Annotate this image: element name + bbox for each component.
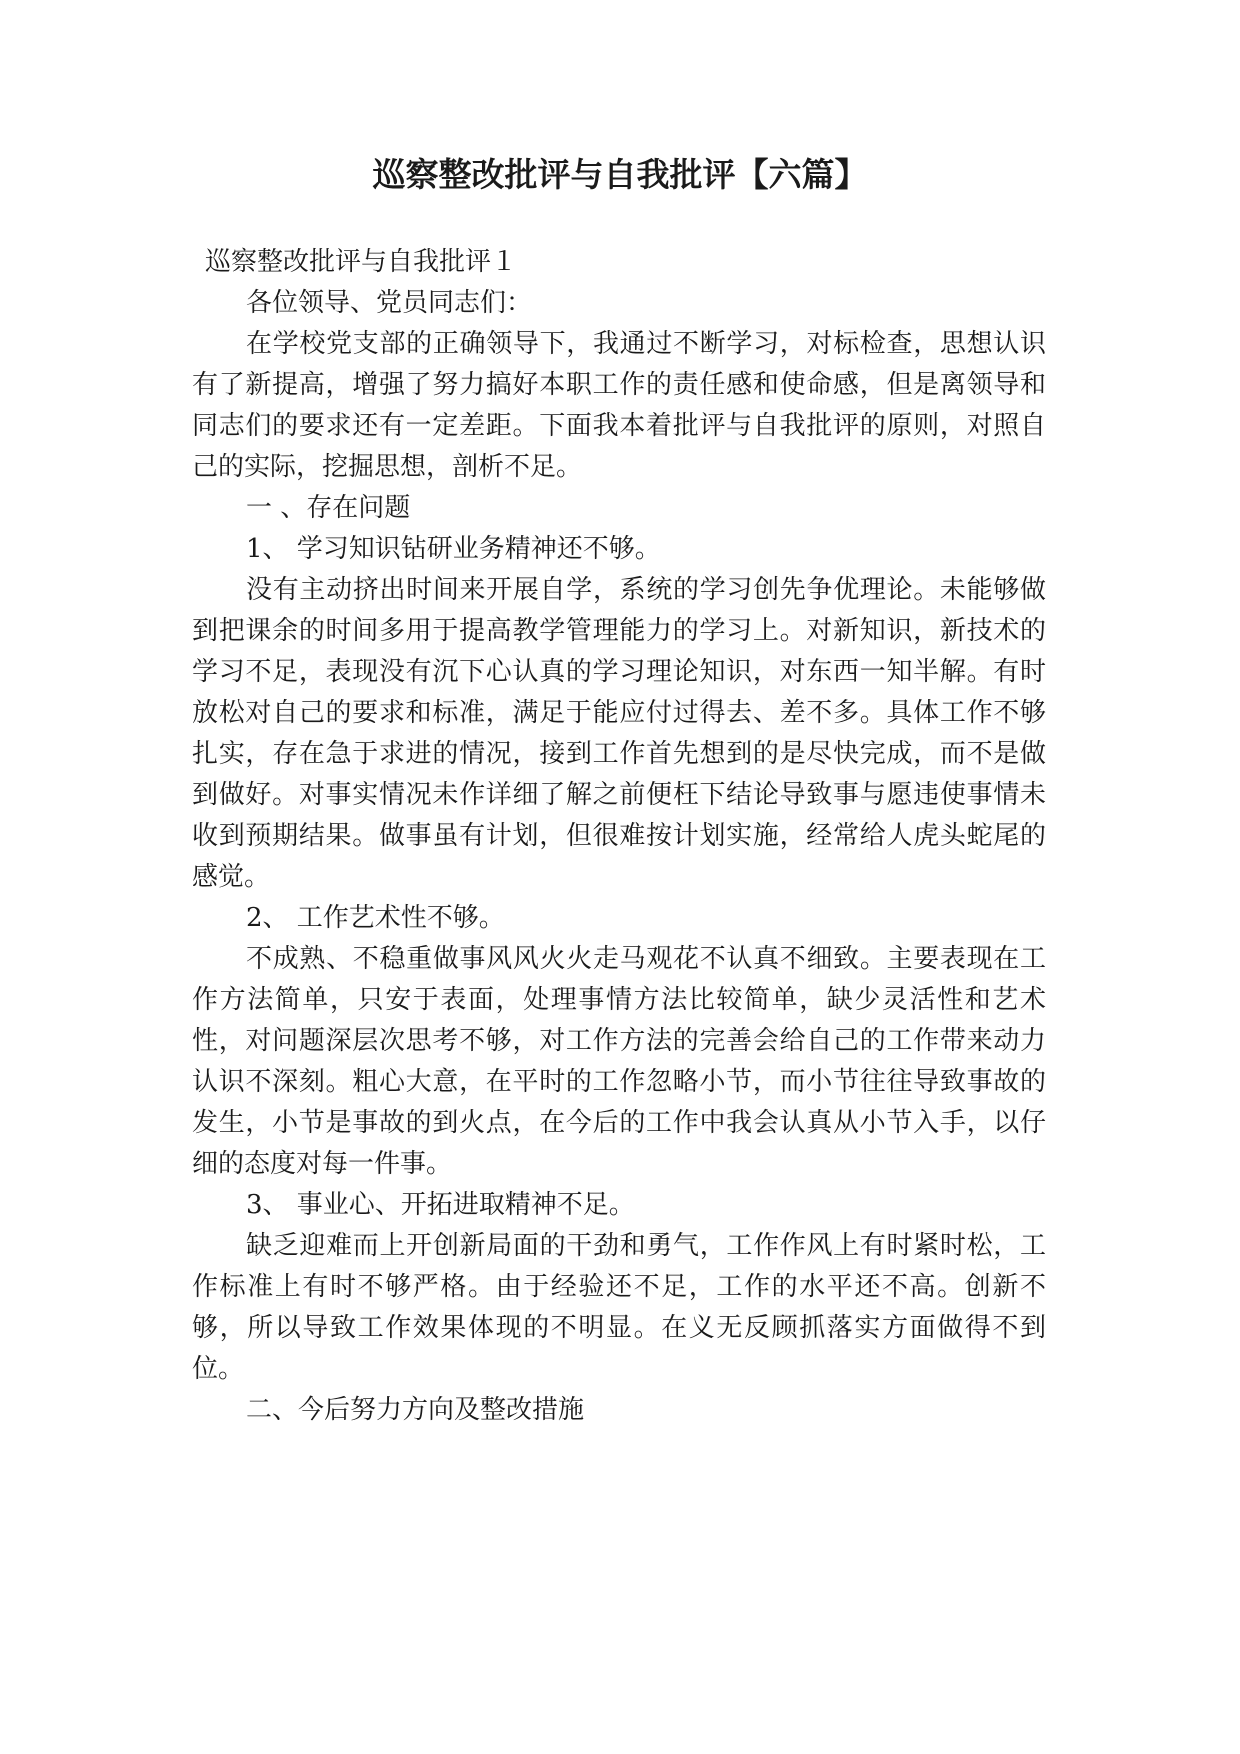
- document-title: 巡察整改批评与自我批评【六篇】: [372, 155, 868, 194]
- section-heading: 巡察整改批评与自我批评１: [205, 247, 518, 277]
- subheading-measures: 二、今后努力方向及整改措施: [246, 1395, 585, 1425]
- subheading-problems: 一 、存在问题: [246, 493, 411, 523]
- item-heading-3: 3、 事业心、开拓进取精神不足。: [246, 1190, 635, 1220]
- item-heading-1: 1、 学习知识钻研业务精神还不够。: [246, 534, 661, 564]
- item-heading-2: 2、 工作艺术性不够。: [246, 903, 505, 933]
- body-paragraph: 不成熟、不稳重做事风风火火走马观花不认真不细致。主要表现在工作方法简单，只安于表面，处理事情方法比较简单，缺少灵活性和艺术性，对问题深层次思考不够，对工作方法的完善会给自己的工作带来动力认识不深刻。粗心大意，在平时的工作忽略小节，而小节往往导致事故的发生，小节是事故的到火点，在今后的工作中我会认真从小节入手，以仔细的态度对每一件事。: [192, 944, 1046, 1179]
- body-paragraph: 没有主动挤出时间来开展自学，系统的学习创先争优理论。未能够做到把课余的时间多用于提高教学管理能力的学习上。对新知识，新技术的学习不足，表现没有沉下心认真的学习理论知识，对东西一知半解。有时放松对自己的要求和标准，满足于能应付过得去、差不多。具体工作不够扎实，存在急于求进的情况，接到工作首先想到的是尽快完成，而不是做到做好。对事实情况未作详细了解之前便枉下结论导致事与愿违使事情未收到预期结果。做事虽有计划，但很难按计划实施，经常给人虎头蛇尾的感觉。: [192, 575, 1046, 892]
- document-body: [192, 242, 1046, 1431]
- body-paragraph: 在学校党支部的正确领导下，我通过不断学习，对标检查，思想认识有了新提高，增强了努力搞好本职工作的责任感和使命感，但是离领导和同志们的要求还有一定差距。下面我本着批评与自我批评的原则，对照自己的实际，挖掘思想，剖析不足。: [192, 329, 1046, 482]
- body-paragraph: 缺乏迎难而上开创新局面的干劲和勇气，工作作风上有时紧时松，工作标准上有时不够严格。由于经验还不足，工作的水平还不高。创新不够，所以导致工作效果体现的不明显。在义无反顾抓落实方面做得不到位。: [192, 1231, 1046, 1384]
- salutation: 各位领导、党员同志们：: [246, 288, 533, 318]
